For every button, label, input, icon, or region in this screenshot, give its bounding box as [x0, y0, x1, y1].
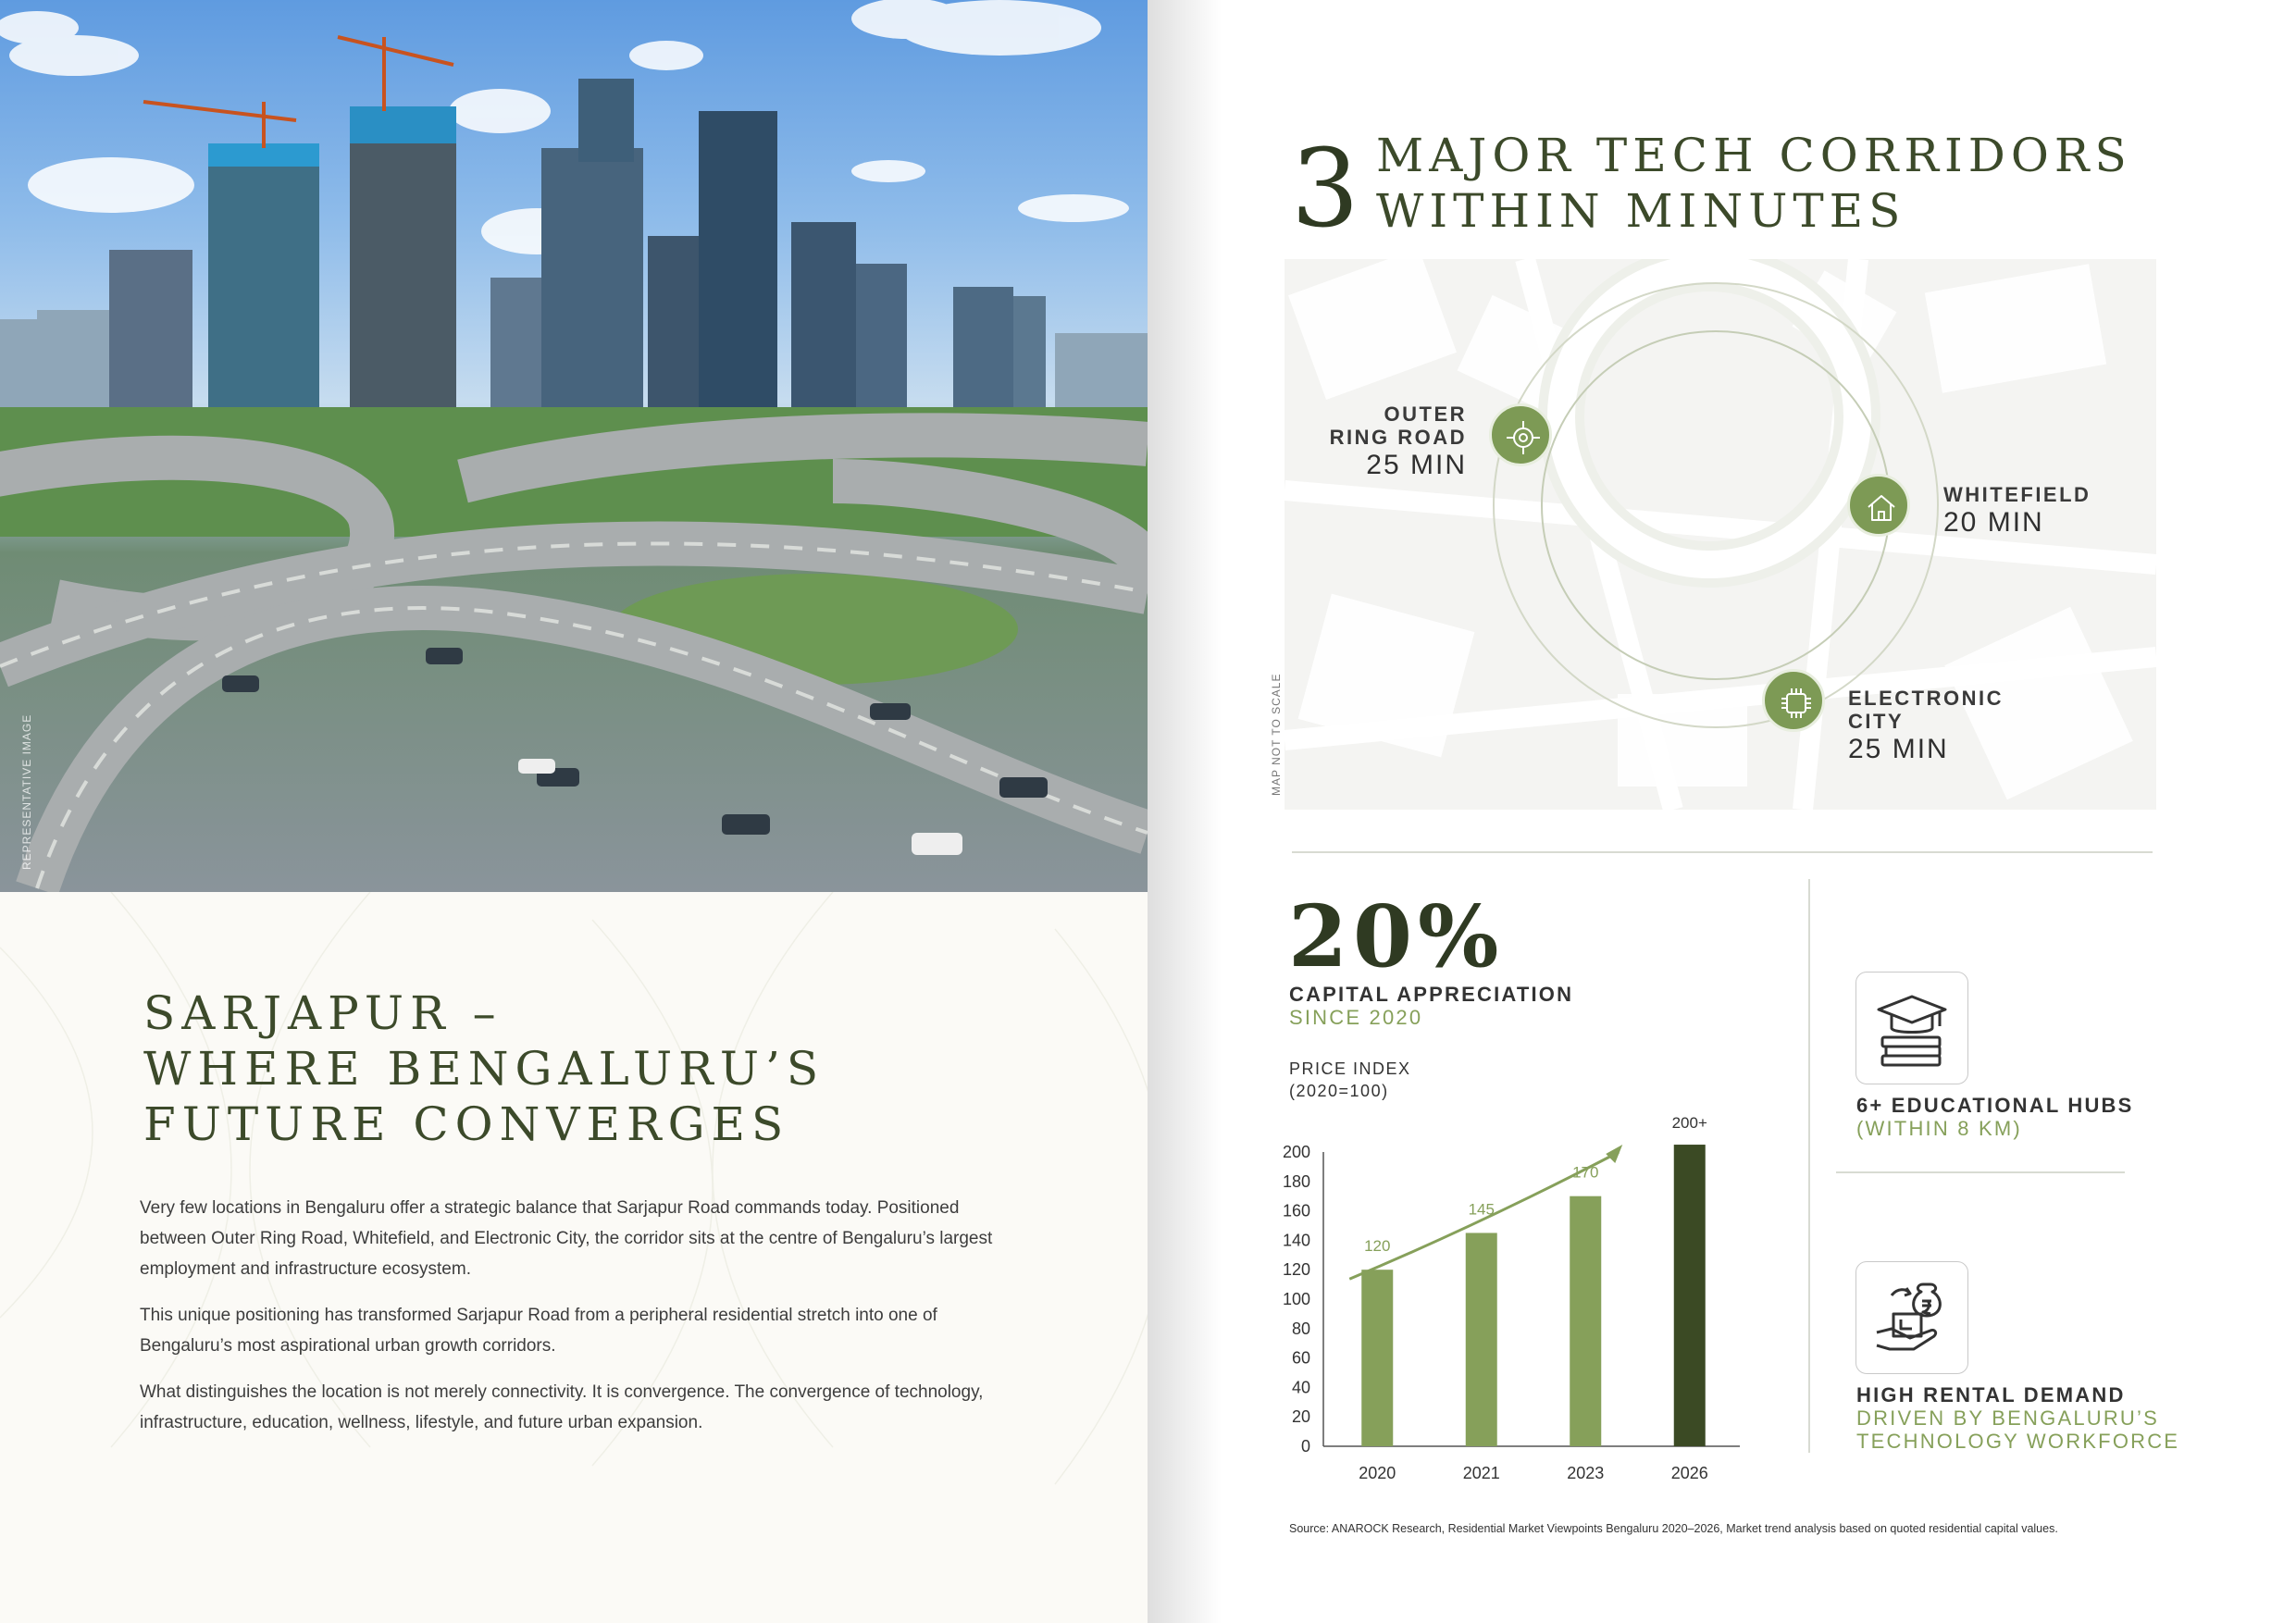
photo-caption: REPRESENTATIVE IMAGE	[20, 713, 33, 870]
outer-ring-road-name-2: RING ROAD	[1329, 426, 1467, 449]
y-tick-label: 20	[1291, 1407, 1310, 1427]
source-note: Source: ANAROCK Research, Residential Market Viewpoints Bengaluru 2020–2026, Market trend analysis based on quoted residential capital values.	[1289, 1522, 2058, 1535]
bar-2023	[1570, 1196, 1601, 1446]
data-label: 120	[1364, 1237, 1391, 1256]
y-tick-label: 80	[1291, 1319, 1310, 1338]
chip-icon	[1778, 685, 1815, 722]
outer-ring-road-time: 25 MIN	[1366, 450, 1467, 480]
education-sub: (WITHIN 8 KM)	[1856, 1117, 2022, 1140]
graduation-books-icon	[1869, 985, 1955, 1071]
trend-arrowhead	[1606, 1145, 1622, 1163]
y-tick-label: 140	[1282, 1231, 1310, 1250]
crosshair-icon	[1505, 419, 1542, 456]
outer-ring-road-node	[1489, 403, 1552, 466]
heading-line-1: SARJAPUR –	[143, 986, 503, 1040]
feature-divider	[1836, 1171, 2125, 1173]
y-tick-label: 160	[1282, 1201, 1310, 1220]
corridors-title	[1376, 128, 2132, 239]
whitefield-label	[1943, 483, 2091, 539]
home-icon	[1863, 489, 1900, 527]
outer-ring-road-label	[1268, 403, 1467, 482]
bar-2020	[1361, 1270, 1393, 1446]
rental-icon-box	[1855, 1261, 1968, 1374]
appreciation-label: CAPITAL APPRECIATION	[1289, 983, 1574, 1006]
y-tick-label: 200	[1282, 1143, 1310, 1161]
y-tick-label: 180	[1282, 1171, 1310, 1191]
y-tick-label: 60	[1291, 1348, 1310, 1368]
heading-line-2: WHERE BENGALURU’S	[143, 1042, 825, 1096]
rental-sub-2: TECHNOLOGY WORKFORCE	[1856, 1430, 2180, 1453]
education-title: 6+ EDUCATIONAL HUBS	[1856, 1094, 2134, 1117]
map-not-to-scale-note: MAP NOT TO SCALE	[1270, 673, 1283, 796]
price-index-chart	[1277, 1092, 1758, 1481]
electronic-city-node	[1762, 669, 1825, 732]
electronic-city-label	[1848, 687, 2004, 766]
rental-sub-1: DRIVEN BY BENGALURU’S	[1856, 1406, 2159, 1430]
electronic-city-name-2: CITY	[1848, 710, 1905, 733]
corridors-title-line-2: WITHIN MINUTES	[1376, 184, 1906, 238]
whitefield-node	[1847, 474, 1910, 537]
y-tick-label: 120	[1282, 1260, 1310, 1280]
data-label: 200+	[1671, 1114, 1707, 1133]
price-index-label-line-1: PRICE INDEX	[1289, 1059, 1411, 1078]
outer-ring-road-name-1: OUTER	[1384, 403, 1467, 426]
paragraph-3: What distinguishes the location is not merely connectivity. It is convergence. The convergence of technology, infrastructure, education, wellness, lifestyle, and future urban expansion.	[140, 1382, 984, 1432]
whitefield-name: WHITEFIELD	[1943, 483, 2091, 506]
whitefield-time: 20 MIN	[1943, 507, 2044, 538]
paragraph-1: Very few locations in Bengaluru offer a strategic balance that Sarjapur Road commands today. Positioned between Outer Ring Road, Whitefield, and Electronic City, the corridor sits at the centre of Bengaluru’s largest employment and infrastructure ecosystem.	[140, 1198, 993, 1279]
corridors-title-line-1: MAJOR TECH CORRIDORS	[1376, 129, 2132, 182]
data-label: 170	[1572, 1163, 1599, 1182]
heading-line-3: FUTURE CONVERGES	[143, 1097, 790, 1151]
y-tick-label: 40	[1291, 1378, 1310, 1397]
y-tick-label: 0	[1300, 1437, 1310, 1456]
page-fold-shadow	[1148, 0, 1222, 1623]
x-tick-label: 2023	[1567, 1464, 1605, 1481]
electronic-city-time: 25 MIN	[1848, 734, 1949, 764]
appreciation-value: 20%	[1288, 886, 1505, 986]
x-tick-label: 2020	[1359, 1464, 1396, 1481]
x-tick-label: 2026	[1670, 1464, 1708, 1481]
appreciation-since: SINCE 2020	[1289, 1006, 1423, 1029]
column-divider	[1808, 879, 1810, 1453]
rental-title: HIGH RENTAL DEMAND	[1856, 1383, 2126, 1406]
price-index-label-line-2: (2020=100)	[1289, 1082, 1389, 1100]
electronic-city-name-1: ELECTRONIC	[1848, 687, 2004, 710]
bar-2021	[1466, 1233, 1497, 1446]
left-heading	[143, 985, 825, 1152]
corridor-count: 3	[1291, 127, 1359, 252]
rental-money-hand-icon	[1869, 1275, 1955, 1360]
data-label: 145	[1468, 1200, 1495, 1219]
x-tick-label: 2021	[1462, 1464, 1500, 1481]
left-body-text	[140, 1193, 1010, 1454]
bar-2026	[1674, 1145, 1706, 1446]
paragraph-2: This unique positioning has transformed Sarjapur Road from a peripheral residential stretch into one of Bengaluru’s most aspirational urban growth corridors.	[140, 1306, 937, 1356]
education-icon-box	[1855, 972, 1968, 1084]
section-divider	[1292, 851, 2153, 853]
city-interchange-photo	[0, 0, 1148, 892]
y-tick-label: 100	[1282, 1290, 1310, 1308]
